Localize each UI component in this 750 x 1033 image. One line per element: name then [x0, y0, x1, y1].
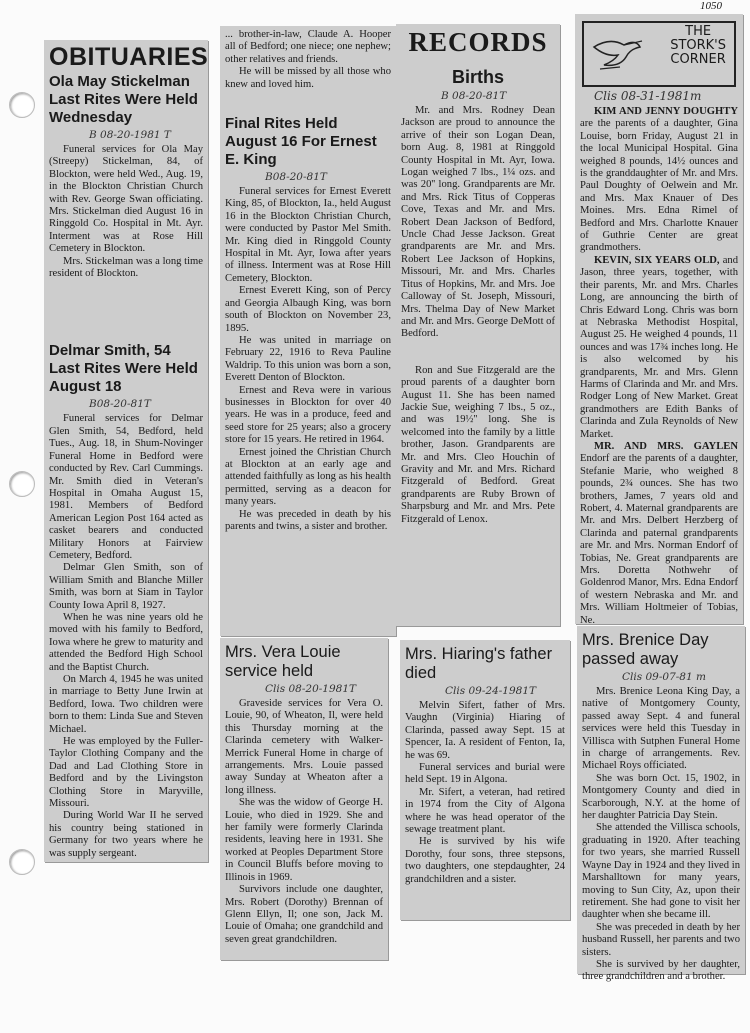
paragraph: She was the widow of George H. Louie, who died in 1929. She and her family were formerly Clarinda residents, leaving here in 1931. She worked at Peoples Department Store in Council Bluffs before moving to Illinois in 1969.	[225, 797, 383, 883]
obituary-louie	[220, 638, 388, 960]
binder-hole	[9, 92, 35, 118]
paragraph: Ron and Sue Fitzgerald are the proud parents of a daughter born August 11. She has been named Jackie Sue, weighing 7 lbs., 5 oz., and was 19½'' long. She is welcomed into the family by a little brother, Jason. Grandparents are Mr. and Mrs. Cleo Houchin of Gravity and Mr. and Mrs. Richard Fitzgerald of Bedford. Great grandparents are Ruby Brown of Sharpsburg and Mr. and Mrs. Pete Fitzgerald of Lenox.	[401, 364, 555, 525]
paragraph: He was preceded in death by his parents and twins, a sister and brother.	[225, 508, 391, 532]
paragraph: She is survived by her daughter, three grandchildren and a brother.	[582, 958, 740, 983]
obituaries-banner: OBITUARIES	[49, 43, 209, 71]
paragraph: Mrs. Brenice Leona King Day, a native of Montgomery County, passed away Sept. 4 and funeral services were held this Tuesday in Villisca with Sutphen Funeral Home in charge of arrangements. Rev. Michael Roys officiated.	[582, 686, 740, 772]
birth-item: MR. AND MRS. GAYLEN Endorf are the parents of a daughter, Stefanie Marie, who weighed 8 pounds, 2¾ ounces. She has two brothers, James, 7 years old and Robert, 4. Maternal grandparents are Mr. and Mrs. Delbert Herzberg of Clarinda and paternal grandparents are Mr. and Mrs. Norman Endorf of Tobias, Ne. Great grandparents are Mrs. Doretta Nothwehr of Goldenrod Manor, Mrs. Edna Endorf of western Nebraska and Mr. and Mrs. William Holtmeier of Tobias, Ne.	[580, 440, 738, 626]
paragraph: Mr. Sifert, a veteran, had retired in 1974 from the City of Algona where he was head operator of the sewage treatment plant.	[405, 786, 565, 836]
paragraph: Mr. and Mrs. Rodney Dean Jackson are proud to announce the arrive of their son Logan Dean, born Aug. 8, 1981 at Ringgold County Hospital in Mt. Ayr, Iowa. Logan weighed 7 lbs., 1¼ ozs. and was 20'' long. Grandparents are Mr. and Mrs. Rick Titus of Copperas Cove, Texas and Mr. and Mrs. Robert Dean Jackson of Bedford, Uncle Chad Jesse Jackson. Great grandparents are Mr. and Mrs. Robert Lee Jackson of Hopkins, Missouri, Mr. and Mrs. Charles Titus of Hopkins, Mr. and Mrs. Joe Calloway of St. Joseph, Missouri, Mrs. Thelma Day of New Market and Mr. and Mrs. George DeMott of Bedford.	[401, 105, 555, 340]
paragraph: Ernest Everett King, son of Percy and Georgia Albaugh King, was born south of Blockton on November 23, 1895.	[225, 285, 391, 334]
birth-item: KIM AND JENNY DOUGHTY are the parents of a daughter, Gina Louise, born Friday, August 21 in the local Municipal Hospital. Gina weighed 8 pounds, 14½ ounces and is the granddaughter of Mr. and Mrs. Paul Doughty of Oelwein and Mr. and Mrs. Max Knauer of Des Moines. Mrs. Edna Rimel of Bedford and Mrs. Charlotte Knauer of Guthrie Center are great grandmothers.	[580, 106, 738, 254]
handwritten-date: B 08-20-81T	[441, 90, 507, 102]
paragraph: Graveside services for Vera O. Louie, 90, of Wheaton, Il, were held this Thursday morning at the Clarinda cemetery with Walker-Merrick Funeral Home in charge of arrangements. Mrs. Louie passed away Sunday at Wheaton after a long illness.	[225, 698, 383, 796]
handwritten-date: B08-20-81T	[265, 171, 327, 184]
paragraph: Survivors include one daughter, Mrs. Robert (Dorothy) Brennan of Glenn Ellyn, Il; one son, Jack M. Louie of Omaha; one grandchild and seven great grandchildren.	[225, 884, 383, 945]
paragraph: Mrs. Stickelman was a long time resident of Blockton.	[49, 255, 203, 280]
obituary-king	[220, 26, 396, 636]
paragraph: Funeral services and burial were held Sept. 19 in Algona.	[405, 762, 565, 786]
paragraph: She was preceded in death by her husband Russell, her parents and two sisters.	[582, 921, 740, 958]
obituary-day	[577, 626, 745, 983]
paragraph: He was united in marriage on February 22, 1916 to Reva Pauline Waldrip. To this union was born a son, Everett Denton of Blockton.	[225, 334, 391, 384]
paragraph: When he was nine years old he moved with his family to Bedford, Iowa where he grew to maturity and attended the Bedford High School and the Baptist Church.	[49, 611, 203, 673]
paragraph: Delmar Glen Smith, son of William Smith and Blanche Miller Smith, was born at Siam in Taylor County Iowa April 8, 1927.	[49, 562, 203, 611]
paragraph: He will be missed by all those who knew and loved him.	[225, 66, 391, 90]
obituary-sifert	[400, 640, 570, 920]
paragraph: Ernest joined the Christian Church at Blockton at an early age and attended faithfully as long as his health permitted, serving as a deacon for many years.	[225, 446, 391, 508]
obituary-stickelman-and-smith	[44, 40, 208, 862]
paragraph: Ernest and Reva were in various businesses in Blockton for over 40 years. He was in a produce, feed and seed store for 25 years; also a grocery store for 15 years. He retired in 1964.	[225, 384, 391, 446]
paragraph: Funeral services for Delmar Glen Smith, 54, Bedford, held Tues., Aug. 18, in Shum-Novinger Funeral Home in Bedford were conducted by Rev. Carl Cummings. Mr. Smith died in Veteran's Hospital in Omaha August 15, 1981. Members of Bedford American Legion Post 164 acted as casket bearers and conducted Military Honors at Fairview Cemetery, Bedford.	[49, 413, 203, 561]
handwritten-date: B08-20-81T	[89, 398, 151, 411]
binder-hole	[9, 471, 35, 497]
handwritten-date: B 08-20-1981 T	[89, 129, 171, 141]
stork-icon	[590, 35, 650, 75]
paragraph: On March 4, 1945 he was united in marriage to Betty June Irwin at Bedford, Iowa. Two children were born to them: Linda Sue and Steven Michael.	[49, 674, 203, 735]
birth-item: KEVIN, SIX YEARS OLD, and Jason, three years, together, with their parents, Mr. and Mrs. Charles Long, are announcing the birth of Chris Edward Long. Chris was born at Nebraska Methodist Hospital, August 25. He weighed 4 pounds, 11 ounces and was 17¾ inches long. He is also welcomed by his grandparents, Mr. and Mrs. Glenn Harms of Clarinda and Mr. and Mrs. Rodger Long of New Market. Great grandmothers are Edith Banks of Clarinda and Zula Reynolds of New Market.	[580, 254, 738, 440]
section-heading: Births	[451, 67, 504, 87]
paragraph: During World War II he served his country being stationed in Germany for two years where he was supply sergeant.	[49, 810, 203, 859]
records-banner: RECORDS	[408, 27, 548, 57]
headline: Mrs. Hiaring's father died	[405, 645, 553, 682]
handwritten-date: Clis 09-07-81 m	[622, 671, 706, 683]
records-births	[396, 24, 560, 626]
paragraph: Melvin Sifert, father of Mrs. Vaughn (Virginia) Hiaring of Clarinda, passed away Sept. 15 at Spencer, Ia. A resident of Fenton, Ia, he was 69.	[405, 700, 565, 761]
headline: Mrs. Brenice Day passed away	[582, 631, 709, 668]
headline: Ola May Stickelman Last Rites Were Held Wednesday	[49, 73, 198, 126]
paragraph: She was born Oct. 15, 1902, in Montgomery County and died in Scarborough, N.Y. at the home of her daughter Patricia Day Stein.	[582, 772, 740, 822]
storks-corner	[575, 14, 743, 624]
paragraph: Funeral services for Ola May (Streepy) Stickelman, 84, of Blockton, were held Wed., Aug. 19, in the Blockton Christian Church with Rev. George Swan officiating. Mrs. Stickelman died August 16 in Ringgold Co. Hospital in Mt. Ayr. Interment was at Rose Hill Cemetery in Blockton.	[49, 144, 203, 255]
storks-corner-title: THE STORK'S CORNER	[670, 24, 726, 67]
paragraph: ... brother-in-law, Claude A. Hooper all of Bedford; one niece; one nephew; other relatives and friends.	[225, 29, 391, 65]
paragraph: She attended the Villisca schools, graduating in 1920. After teaching for two years, she married Russell Wayne Day in 1924 and they lived in Marshalltown for many years, moving to Sun City, Az, upon their retirement. She had gone to visit her daughter when she became ill.	[582, 822, 740, 921]
headline: Final Rites Held August 16 For Ernest E. King	[225, 115, 377, 169]
paragraph: He was employed by the Fuller-Taylor Clothing Company and the Dad and Lad Clothing Store in Bedford and by the Livingston Clothing Store in Maryville, Missouri.	[49, 736, 203, 810]
handwritten-date: Clis 08-31-1981m	[594, 89, 702, 103]
paragraph: Funeral services for Ernest Everett King, 85, of Blockton, Ia., held August 16 in the Blockton Christian Church, were conducted by Pastor Mel Smith. Mr. King died in Ringgold County Hospital in Mt. Ayr, Iowa after years of illness. Interment was at Rose Hill Cemetery, Blockton.	[225, 186, 391, 284]
handwritten-date: Clis 08-20-1981T	[265, 683, 357, 695]
headline: Mrs. Vera Louie service held	[225, 643, 341, 680]
paragraph: He is survived by his wife Dorothy, four sons, three stepsons, two daughters, one stepdaughter, 24 grandchildren and a sister.	[405, 836, 565, 885]
handwritten-date: Clis 09-24-1981T	[445, 685, 537, 697]
binder-hole	[9, 849, 35, 875]
page-number: 1050	[700, 0, 722, 12]
storks-corner-logo	[582, 21, 736, 87]
headline: Delmar Smith, 54 Last Rites Were Held August 18	[49, 342, 198, 396]
